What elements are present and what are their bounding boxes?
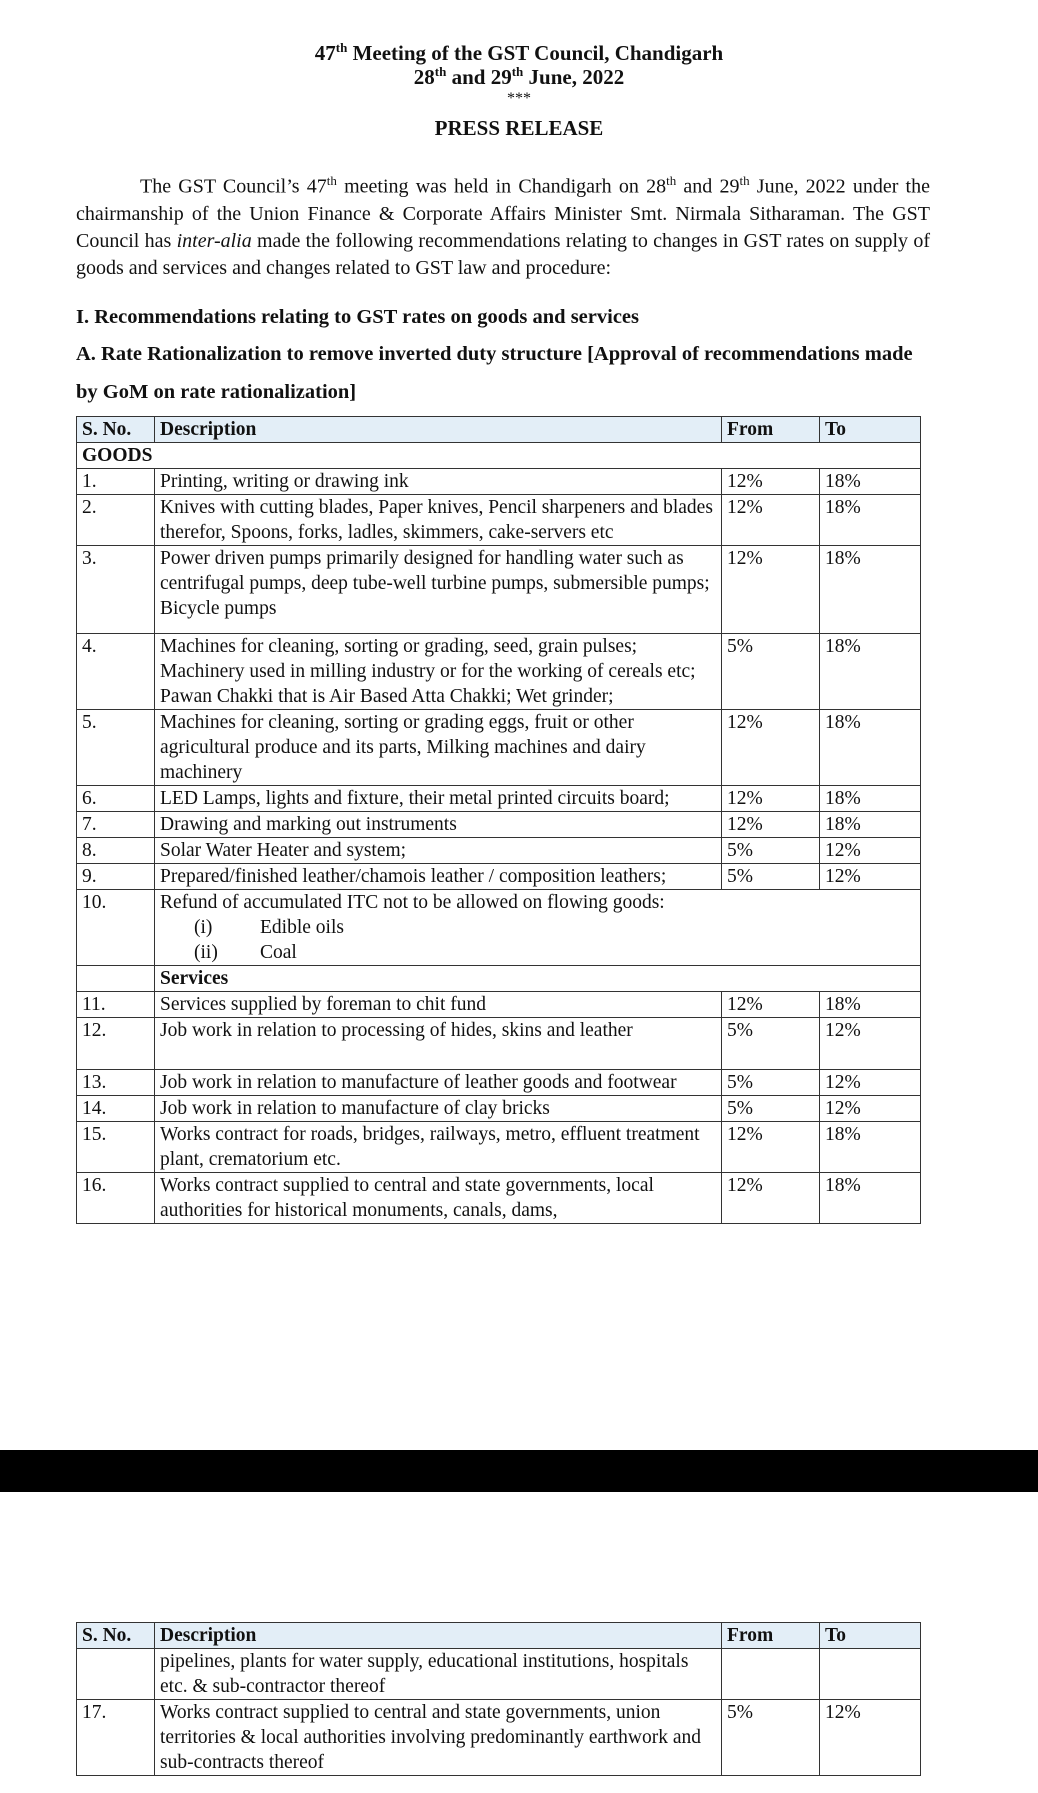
row-description: LED Lamps, lights and fixture, their metal printed circuits board; bbox=[155, 786, 722, 812]
services-group-label: Services bbox=[155, 966, 921, 992]
table-row bbox=[77, 1173, 921, 1224]
row-sno: 5. bbox=[77, 710, 155, 786]
row-sno: 9. bbox=[77, 864, 155, 890]
table-row bbox=[77, 634, 921, 710]
table-row bbox=[77, 1700, 921, 1776]
row-sno: 13. bbox=[77, 1070, 155, 1096]
row-from-rate: 5% bbox=[722, 838, 820, 864]
row-sno: 2. bbox=[77, 495, 155, 546]
row-from-rate bbox=[722, 1649, 820, 1700]
row-to-rate: 12% bbox=[820, 838, 921, 864]
row-to-rate: 18% bbox=[820, 546, 921, 634]
row-description: Drawing and marking out instruments bbox=[155, 812, 722, 838]
row-description: Machines for cleaning, sorting or grading eggs, fruit or other agricultural produce and its parts, Milking machines and dairy machinery bbox=[155, 710, 722, 786]
row-description: Power driven pumps primarily designed for handling water such as centrifugal pumps, deep tube-well turbine pumps, submersible pumps; Bicycle pumps bbox=[155, 546, 722, 634]
row-sno: 14. bbox=[77, 1096, 155, 1122]
table-row bbox=[77, 495, 921, 546]
table-row bbox=[77, 864, 921, 890]
table-row bbox=[77, 1096, 921, 1122]
row-sno: 3. bbox=[77, 546, 155, 634]
sub-item-label: Edible oils bbox=[260, 917, 344, 938]
table-row bbox=[77, 1122, 921, 1173]
meeting-dates: 28th and 29th June, 2022 bbox=[413, 64, 625, 89]
row-sno: 15. bbox=[77, 1122, 155, 1173]
row-sno: 12. bbox=[77, 1018, 155, 1070]
column-header-from: From bbox=[722, 417, 820, 443]
row-to-rate bbox=[820, 1649, 921, 1700]
column-header-from: From bbox=[722, 1623, 820, 1649]
table-row bbox=[77, 469, 921, 495]
row-description bbox=[155, 890, 921, 966]
table-row bbox=[77, 786, 921, 812]
row-description: pipelines, plants for water supply, educational institutions, hospitals etc. & sub-contractor thereof bbox=[155, 1649, 722, 1700]
document-page-2 bbox=[0, 1492, 1038, 1793]
row-description: Services supplied by foreman to chit fund bbox=[155, 992, 722, 1018]
table-row bbox=[77, 546, 921, 634]
row-sno bbox=[77, 1649, 155, 1700]
row-to-rate: 18% bbox=[820, 786, 921, 812]
row-from-rate: 5% bbox=[722, 1018, 820, 1070]
row-to-rate: 18% bbox=[820, 469, 921, 495]
row-from-rate: 5% bbox=[722, 864, 820, 890]
row-description: Prepared/finished leather/chamois leather / composition leathers; bbox=[155, 864, 722, 890]
row-description: Works contract supplied to central and state governments, local authorities for historical monuments, canals, dams, bbox=[155, 1173, 722, 1224]
list-item bbox=[160, 940, 915, 965]
column-header-to: To bbox=[820, 417, 921, 443]
row-sno: 17. bbox=[77, 1700, 155, 1776]
table-row bbox=[77, 838, 921, 864]
row-to-rate: 12% bbox=[820, 1096, 921, 1122]
row-sno: 1. bbox=[77, 469, 155, 495]
row-sno: 7. bbox=[77, 812, 155, 838]
row-from-rate: 12% bbox=[722, 786, 820, 812]
column-header-description: Description bbox=[155, 417, 722, 443]
table-header-row bbox=[77, 1623, 921, 1649]
table-header-row bbox=[77, 417, 921, 443]
services-group-row bbox=[77, 966, 921, 992]
row-to-rate: 18% bbox=[820, 812, 921, 838]
row-description: Machines for cleaning, sorting or grading, seed, grain pulses; Machinery used in milling industry or for the working of cereals etc; Pawan Chakki that is Air Based Atta Chakki; Wet grinder; bbox=[155, 634, 722, 710]
row-from-rate: 12% bbox=[722, 992, 820, 1018]
table-row bbox=[77, 710, 921, 786]
row-from-rate: 12% bbox=[722, 710, 820, 786]
row-from-rate: 12% bbox=[722, 546, 820, 634]
press-release-heading: PRESS RELEASE bbox=[434, 116, 604, 140]
section-heading-rate-rationalization: A. Rate Rationalization to remove inverted duty structure [Approval of recommendations made by GoM on rate rationalization] bbox=[76, 343, 913, 403]
row-to-rate: 18% bbox=[820, 710, 921, 786]
column-header-sno: S. No. bbox=[77, 417, 155, 443]
row-sno: 6. bbox=[77, 786, 155, 812]
row-to-rate: 18% bbox=[820, 992, 921, 1018]
row-description: Job work in relation to manufacture of leather goods and footwear bbox=[155, 1070, 722, 1096]
row-from-rate: 12% bbox=[722, 1173, 820, 1224]
row-to-rate: 18% bbox=[820, 634, 921, 710]
row-from-rate: 12% bbox=[722, 495, 820, 546]
row-from-rate: 5% bbox=[722, 1096, 820, 1122]
page-separator-band bbox=[0, 1450, 1038, 1492]
table-row bbox=[77, 890, 921, 966]
row-description: Knives with cutting blades, Paper knives, Pencil sharpeners and blades therefor, Spoons, forks, ladles, skimmers, cake-servers etc bbox=[155, 495, 722, 546]
table-row bbox=[77, 1649, 921, 1700]
sub-item-number: (ii) bbox=[194, 942, 218, 963]
rates-table bbox=[76, 416, 921, 1224]
intro-paragraph: The GST Council’s 47th meeting was held in Chandigarh on 28th and 29th June, 2022 under the chairmanship of the Union Finance & Corporate Affairs Minister Smt. Nirmala Sitharaman. The GST Council has inter-alia made the following recommendations relating to changes in GST rates on supply of goods and services and changes related to GST law and procedure: bbox=[76, 173, 930, 279]
sub-item-label: Coal bbox=[260, 942, 297, 963]
row-description: Job work in relation to processing of hides, skins and leather bbox=[155, 1018, 722, 1070]
column-header-description: Description bbox=[155, 1623, 722, 1649]
row-to-rate: 18% bbox=[820, 495, 921, 546]
row-to-rate: 18% bbox=[820, 1122, 921, 1173]
table-row bbox=[77, 812, 921, 838]
row-from-rate: 12% bbox=[722, 812, 820, 838]
goods-group-row bbox=[77, 443, 921, 469]
row-to-rate: 12% bbox=[820, 1018, 921, 1070]
row-from-rate: 5% bbox=[722, 1070, 820, 1096]
row-sno: 16. bbox=[77, 1173, 155, 1224]
goods-group-label: GOODS bbox=[77, 443, 921, 469]
row-description: Job work in relation to manufacture of clay bricks bbox=[155, 1096, 722, 1122]
row-sno: 4. bbox=[77, 634, 155, 710]
row-sno: 10. bbox=[77, 890, 155, 966]
row-from-rate: 12% bbox=[722, 1122, 820, 1173]
row-description: Works contract for roads, bridges, railways, metro, effluent treatment plant, crematorium etc. bbox=[155, 1122, 722, 1173]
row-to-rate: 12% bbox=[820, 1070, 921, 1096]
row-from-rate: 5% bbox=[722, 1700, 820, 1776]
section-heading-rates: I. Recommendations relating to GST rates on goods and services bbox=[76, 306, 639, 328]
row-description: Works contract supplied to central and state governments, union territories & local authorities involving predominantly earthwork and sub-contracts thereof bbox=[155, 1700, 722, 1776]
row-description: Solar Water Heater and system; bbox=[155, 838, 722, 864]
table-row bbox=[77, 1070, 921, 1096]
table-row bbox=[77, 1018, 921, 1070]
meeting-title: 47th Meeting of the GST Council, Chandigarh bbox=[314, 40, 724, 65]
row-sno: 11. bbox=[77, 992, 155, 1018]
sub-item-number: (i) bbox=[194, 917, 213, 938]
column-header-to: To bbox=[820, 1623, 921, 1649]
row-from-rate: 5% bbox=[722, 634, 820, 710]
row-from-rate: 12% bbox=[722, 469, 820, 495]
row-description: Printing, writing or drawing ink bbox=[155, 469, 722, 495]
list-item bbox=[160, 915, 915, 940]
row-to-rate: 12% bbox=[820, 1700, 921, 1776]
row-to-rate: 18% bbox=[820, 1173, 921, 1224]
row-sno: 8. bbox=[77, 838, 155, 864]
table-row bbox=[77, 992, 921, 1018]
itc-refund-text: Refund of accumulated ITC not to be allowed on flowing goods: bbox=[160, 892, 665, 913]
column-header-sno: S. No. bbox=[77, 1623, 155, 1649]
row-to-rate: 12% bbox=[820, 864, 921, 890]
rates-table-continued bbox=[76, 1622, 921, 1776]
separator-stars: *** bbox=[507, 90, 531, 107]
